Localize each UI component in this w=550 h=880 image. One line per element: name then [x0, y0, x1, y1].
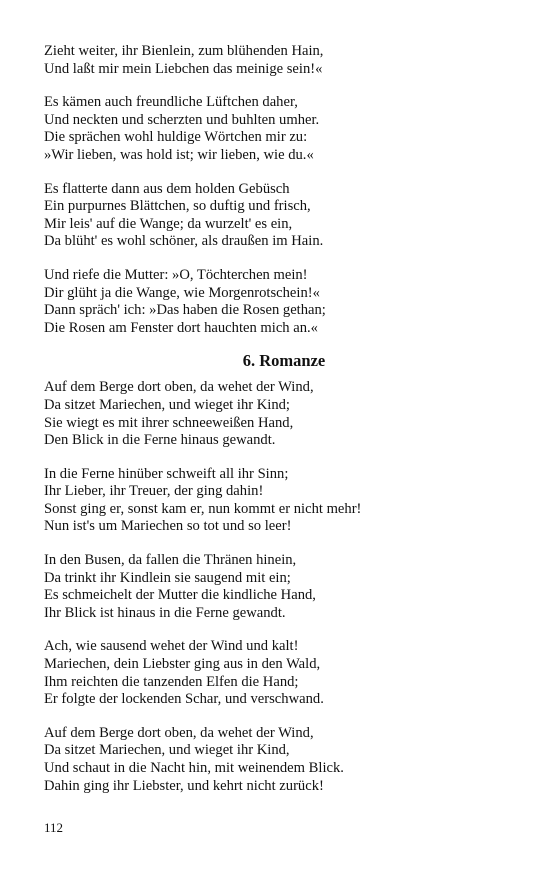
verse-line: Da blüht' es wohl schöner, als draußen im Hain.	[44, 233, 324, 250]
page-number: 112	[44, 820, 64, 835]
verse-line: Da trinkt ihr Kindlein sie saugend mit ein;	[44, 569, 291, 586]
verse-line: Ihm reichten die tanzenden Elfen die Hand;	[44, 673, 299, 690]
verse-line: Da sitzet Mariechen, und wieget ihr Kind;	[44, 396, 290, 413]
previous-poem-stanza	[44, 43, 514, 78]
verse-line: Sie wiegt es mit ihrer schneeweißen Hand,	[44, 414, 294, 431]
page-content	[44, 43, 514, 795]
poem-stanza	[44, 552, 514, 622]
verse-line: Mir leis' auf die Wange; da wurzelt' es ein,	[44, 215, 293, 232]
previous-poem-stanza	[44, 267, 514, 337]
verse-line: Auf dem Berge dort oben, da wehet der Wind,	[44, 724, 314, 741]
poem-stanza	[44, 638, 514, 708]
verse-line: Sonst ging er, sonst kam er, nun kommt er nicht mehr!	[44, 500, 362, 517]
previous-poem-stanza	[44, 94, 514, 164]
previous-poem-stanza	[44, 181, 514, 251]
verse-line: Dir glüht ja die Wange, wie Morgenrotschein!«	[44, 284, 320, 301]
poem-title: 6. Romanze	[242, 351, 326, 371]
verse-line: Dann spräch' ich: »Das haben die Rosen gethan;	[44, 302, 326, 319]
verse-line: Dahin ging ihr Liebster, und kehrt nicht zurück!	[44, 777, 324, 794]
verse-line: In die Ferne hinüber schweift all ihr Sinn;	[44, 465, 289, 482]
verse-line: Und neckten und scherzten und buhlten umher.	[44, 111, 320, 128]
poem-stanza	[44, 466, 514, 536]
verse-line: Es schmeichelt der Mutter die kindliche Hand,	[44, 587, 316, 604]
verse-line: Auf dem Berge dort oben, da wehet der Wind,	[44, 379, 314, 396]
verse-line: Es flatterte dann aus dem holden Gebüsch	[44, 180, 290, 197]
verse-line: Die Rosen am Fenster dort hauchten mich an.«	[44, 319, 318, 336]
verse-line: Da sitzet Mariechen, und wieget ihr Kind,	[44, 742, 290, 759]
verse-line: Er folgte der lockenden Schar, und verschwand.	[44, 691, 324, 708]
verse-line: Ihr Lieber, ihr Treuer, der ging dahin!	[44, 483, 264, 500]
verse-line: Es kämen auch freundliche Lüftchen daher,	[44, 94, 298, 111]
verse-line: In den Busen, da fallen die Thränen hinein,	[44, 552, 297, 569]
verse-line: Die sprächen wohl huldige Wörtchen mir zu:	[44, 129, 308, 146]
verse-line: »Wir lieben, was hold ist; wir lieben, wie du.«	[44, 146, 314, 163]
poem-stanza	[44, 725, 514, 795]
verse-line: Und schaut in die Nacht hin, mit weinendem Blick.	[44, 760, 344, 776]
verse-line: Ach, wie sausend wehet der Wind und kalt!	[44, 638, 299, 655]
verse-line: Und laßt mir mein Liebchen das meinige sein!«	[44, 60, 323, 77]
verse-line: Zieht weiter, ihr Bienlein, zum blühenden Hain,	[44, 43, 324, 59]
poem-stanza	[44, 379, 514, 449]
verse-line: Den Blick in die Ferne hinaus gewandt.	[44, 432, 276, 449]
verse-line: Mariechen, dein Liebster ging aus in den Wald,	[44, 656, 321, 673]
verse-line: Und riefe die Mutter: »O, Töchterchen mein!	[44, 266, 308, 283]
verse-line: Ihr Blick ist hinaus in die Ferne gewandt.	[44, 604, 286, 621]
verse-line: Nun ist's um Mariechen so tot und so leer!	[44, 518, 292, 535]
verse-line: Ein purpurnes Blättchen, so duftig und frisch,	[44, 198, 311, 215]
